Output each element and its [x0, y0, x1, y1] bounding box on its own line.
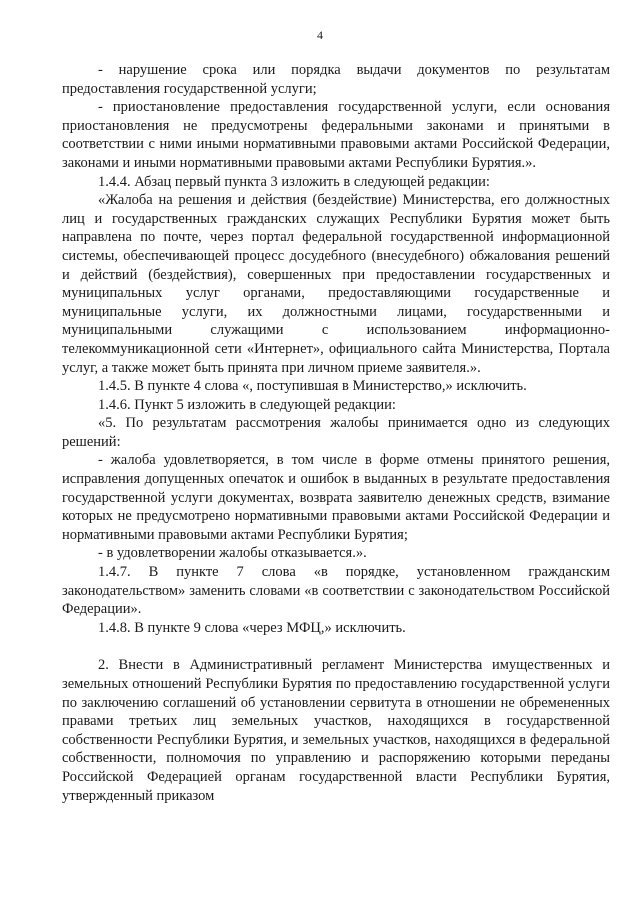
- paragraph-section-2: 2. Внести в Административный регламент Министерства имущественных и земельных отношений Республики Бурятия по предоставлению государственной услуги по заключению соглашений об установлении сервитута в отношении не обремененных правами третьих лиц земельных участков, находящихся в государственной собственности Республики Бурятия, и земельных участков, находящихся в федеральной собственности, полномочия по управлению и распоряжению которыми переданы Российской Федерацией органам государственной власти Республики Бурятия, утвержденный приказом: [62, 657, 610, 804]
- paragraph-1-4-5: 1.4.5. В пункте 4 слова «, поступившая в Министерство,» исключить.: [98, 378, 527, 395]
- paragraph-1-4-7: 1.4.7. В пункте 7 слова «в порядке, установленном гражданским законодательством» заменить словами «в соответствии с законодательством Российской Федерации».: [62, 564, 610, 618]
- paragraph-suspension: - приостановление предоставления государственной услуги, если основания приостановления не предусмотрены федеральными законами и принятыми в соответствии с ними иными нормативными правовыми актами Российской Федерации, законами и иными нормативными правовыми актами Республики Бурятия.».: [62, 99, 610, 171]
- paragraph-complaint-satisfied: - жалоба удовлетворяется, в том числе в форме отмены принятого решения, исправления допущенных опечаток и ошибок в выданных в результате предоставления государственной услуги документах, возврата заявителю денежных средств, взимание которых не предусмотрено нормативными правовыми актами Российской Федерации и нормативными правовыми актами Республики Бурятия;: [62, 452, 610, 543]
- paragraph-1-4-4: 1.4.4. Абзац первый пункта 3 изложить в следующей редакции:: [98, 173, 490, 190]
- paragraph-item-5: «5. По результатам рассмотрения жалобы принимается одно из следующих решений:: [62, 415, 610, 450]
- paragraph-deadline-violation: - нарушение срока или порядка выдачи документов по результатам предоставления государственной услуги;: [62, 62, 610, 97]
- document-body: [62, 61, 610, 805]
- page-number: 4: [317, 28, 323, 42]
- paragraph-complaint-rejected: - в удовлетворении жалобы отказывается.».: [98, 545, 367, 562]
- paragraph-1-4-6: 1.4.6. Пункт 5 изложить в следующей редакции:: [98, 396, 396, 413]
- paragraph-1-4-8: 1.4.8. В пункте 9 слова «через МФЦ,» исключить.: [98, 619, 406, 636]
- paragraph-complaint-text: «Жалоба на решения и действия (бездействие) Министерства, его должностных лиц и государственных гражданских служащих Республики Бурятия может быть направлена по почте, через портал федеральной государственной информационной системы, обеспечивающей процесс досудебного (внесудебного) обжалования решений и действий (бездействия), совершенных при предоставлении государственных и муниципальных услуг органами, предоставляющими государственные и муниципальные услуги, их должностными лицами, государственными и муниципальными служащими с использованием информационно-телекоммуникационной сети «Интернет», официального сайта Министерства, Портала услуг, а также может быть принята при личном приеме заявителя.».: [62, 192, 610, 376]
